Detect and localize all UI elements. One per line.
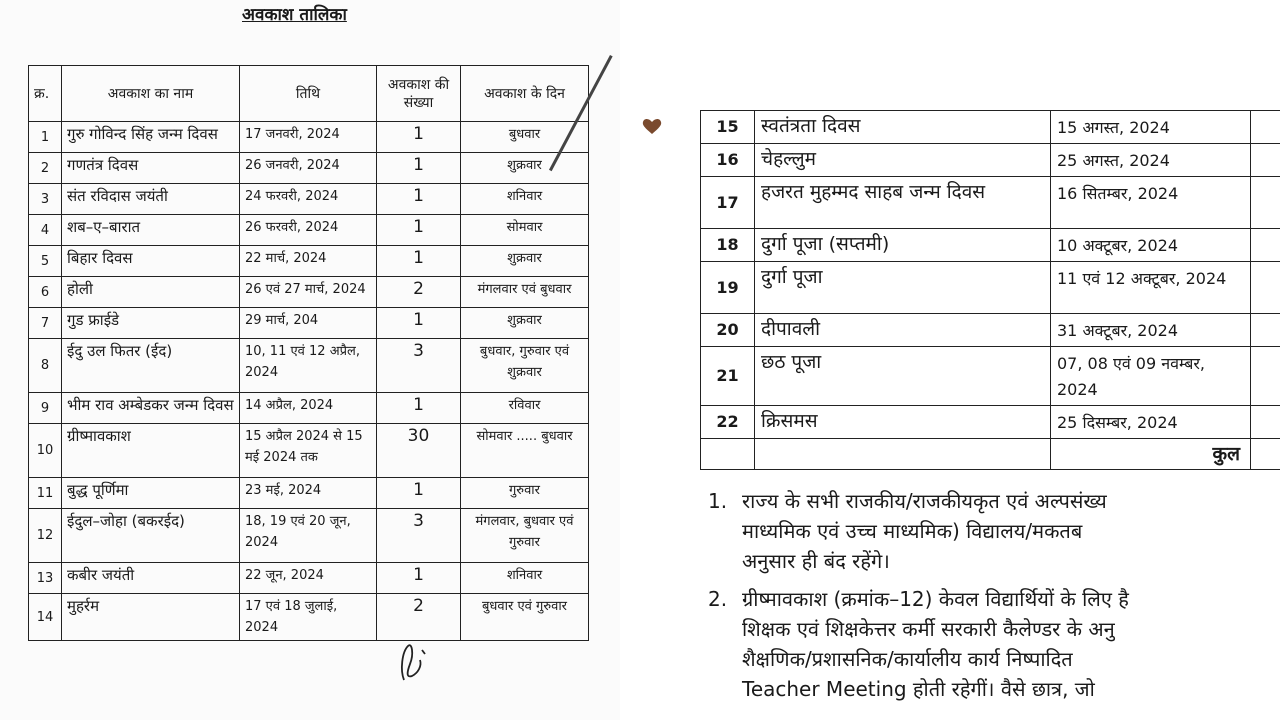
row-days: सोमवार (461, 215, 589, 246)
table-row (29, 246, 589, 277)
row-serial: 16 (701, 144, 755, 177)
total-empty-cell (755, 439, 1051, 470)
total-row (701, 439, 1280, 470)
left-document-page (0, 0, 620, 720)
table-row (701, 347, 1280, 406)
row-extra-cell (1251, 111, 1280, 144)
table-row (29, 215, 589, 246)
row-date: 18, 19 एवं 20 जून, 2024 (240, 509, 377, 563)
holiday-table-right (700, 110, 1280, 470)
row-holiday-name: स्वतंत्रता दिवस (755, 111, 1051, 144)
row-holiday-name: शब–ए–बारात (62, 215, 240, 246)
header-date: तिथि (240, 66, 377, 122)
document-title: अवकाश तालिका (242, 5, 347, 25)
table-row (29, 393, 589, 424)
table-row (29, 153, 589, 184)
header-holiday-name: अवकाश का नाम (62, 66, 240, 122)
header-holiday-days: अवकाश के दिन (461, 66, 589, 122)
row-date: 16 सितम्बर, 2024 (1051, 177, 1251, 229)
row-date: 26 जनवरी, 2024 (240, 153, 377, 184)
row-count: 3 (377, 509, 461, 563)
row-holiday-name: कबीर जयंती (62, 563, 240, 594)
row-serial: 21 (701, 347, 755, 406)
row-holiday-name: दुर्गा पूजा (सप्तमी) (755, 229, 1051, 262)
row-date: 10, 11 एवं 12 अप्रैल, 2024 (240, 339, 377, 393)
note-line: शैक्षणिक/प्रशासनिक/कार्यालीय कार्य निष्पादित (742, 647, 1073, 671)
row-date: 11 एवं 12 अक्टूबर, 2024 (1051, 262, 1251, 314)
row-holiday-name: भीम राव अम्बेडकर जन्म दिवस (62, 393, 240, 424)
row-date: 22 मार्च, 2024 (240, 246, 377, 277)
row-serial: 12 (29, 509, 62, 563)
row-date: 17 जनवरी, 2024 (240, 122, 377, 153)
table-row (701, 314, 1280, 347)
table-row (29, 277, 589, 308)
row-days: सोमवार ..... बुधवार (461, 424, 589, 478)
row-holiday-name: बुद्ध पूर्णिमा (62, 478, 240, 509)
note-number: 2. (708, 587, 728, 611)
row-serial: 19 (701, 262, 755, 314)
row-extra-cell (1251, 314, 1280, 347)
total-empty-cell (701, 439, 755, 470)
row-serial: 5 (29, 246, 62, 277)
note-line: शिक्षक एवं शिक्षकेत्तर कर्मी सरकारी कैलेण्डर के अनु (742, 617, 1115, 641)
row-serial: 13 (29, 563, 62, 594)
row-serial: 6 (29, 277, 62, 308)
row-extra-cell (1251, 406, 1280, 439)
table-row (701, 262, 1280, 314)
row-date: 29 मार्च, 204 (240, 308, 377, 339)
row-date: 17 एवं 18 जुलाई, 2024 (240, 594, 377, 641)
note-line: Teacher Meeting होती रहेगीं। वैसे छात्र, जो (742, 677, 1095, 701)
row-date: 15 अगस्त, 2024 (1051, 111, 1251, 144)
row-holiday-name: दीपावली (755, 314, 1051, 347)
row-serial: 10 (29, 424, 62, 478)
total-value-cell (1251, 439, 1280, 470)
row-holiday-name: गुरु गोविन्द सिंह जन्म दिवस (62, 122, 240, 153)
table-row (29, 478, 589, 509)
table-row (701, 177, 1280, 229)
table-row (29, 424, 589, 478)
row-count: 1 (377, 563, 461, 594)
row-days: शनिवार (461, 563, 589, 594)
row-holiday-name: गणतंत्र दिवस (62, 153, 240, 184)
row-holiday-name: ग्रीष्मावकाश (62, 424, 240, 478)
row-serial: 4 (29, 215, 62, 246)
row-serial: 15 (701, 111, 755, 144)
row-holiday-name: संत रविदास जयंती (62, 184, 240, 215)
row-date: 22 जून, 2024 (240, 563, 377, 594)
row-count: 1 (377, 308, 461, 339)
row-count: 1 (377, 184, 461, 215)
row-serial: 3 (29, 184, 62, 215)
row-days: शुक्रवार (461, 246, 589, 277)
total-label: कुल (1051, 439, 1251, 470)
row-serial: 14 (29, 594, 62, 641)
row-date: 15 अप्रैल 2024 से 15 मई 2024 तक (240, 424, 377, 478)
row-serial: 20 (701, 314, 755, 347)
row-date: 23 मई, 2024 (240, 478, 377, 509)
row-days: बुधवार (461, 122, 589, 153)
table-row (701, 111, 1280, 144)
row-days: शुक्रवार (461, 153, 589, 184)
row-date: 07, 08 एवं 09 नवम्बर, 2024 (1051, 347, 1251, 406)
header-holiday-count: अवकाश की संख्या (377, 66, 461, 122)
note-line: राज्य के सभी राजकीय/राजकीयकृत एवं अल्पसंख्य (742, 489, 1107, 513)
row-days: रविवार (461, 393, 589, 424)
row-holiday-name: हजरत मुहम्मद साहब जन्म दिवस (755, 177, 1051, 229)
signature-mark (398, 640, 432, 684)
heart-icon (641, 117, 663, 135)
holiday-table-left (28, 65, 589, 641)
table-header-row (29, 66, 589, 122)
row-holiday-name: मुहर्रम (62, 594, 240, 641)
note-item (706, 486, 1280, 576)
row-serial: 2 (29, 153, 62, 184)
row-holiday-name: चेहल्लुम (755, 144, 1051, 177)
row-count: 1 (377, 478, 461, 509)
table-row (29, 594, 589, 641)
row-count: 2 (377, 594, 461, 641)
table-row (29, 122, 589, 153)
note-line: अनुसार ही बंद रहेंगे। (742, 549, 890, 573)
row-extra-cell (1251, 262, 1280, 314)
row-days: शुक्रवार (461, 308, 589, 339)
row-count: 1 (377, 215, 461, 246)
table-row (701, 144, 1280, 177)
row-serial: 18 (701, 229, 755, 262)
row-days: शनिवार (461, 184, 589, 215)
row-serial: 11 (29, 478, 62, 509)
row-serial: 1 (29, 122, 62, 153)
row-days: मंगलवार एवं बुधवार (461, 277, 589, 308)
row-count: 1 (377, 393, 461, 424)
row-count: 3 (377, 339, 461, 393)
note-line: ग्रीष्मावकाश (क्रमांक–12) केवल विद्यार्थियों के लिए है (742, 587, 1129, 611)
row-date: 10 अक्टूबर, 2024 (1051, 229, 1251, 262)
row-extra-cell (1251, 177, 1280, 229)
row-date: 14 अप्रैल, 2024 (240, 393, 377, 424)
row-count: 1 (377, 122, 461, 153)
row-count: 30 (377, 424, 461, 478)
row-count: 1 (377, 246, 461, 277)
table-row (701, 229, 1280, 262)
row-serial: 7 (29, 308, 62, 339)
row-days: बुधवार एवं गुरुवार (461, 594, 589, 641)
row-holiday-name: ईदुल–जोहा (बकरईद) (62, 509, 240, 563)
row-date: 25 अगस्त, 2024 (1051, 144, 1251, 177)
table-row (29, 509, 589, 563)
row-serial: 22 (701, 406, 755, 439)
table-row (29, 308, 589, 339)
table-row (29, 563, 589, 594)
note-number: 1. (708, 489, 728, 513)
row-serial: 17 (701, 177, 755, 229)
row-extra-cell (1251, 347, 1280, 406)
table-row (29, 184, 589, 215)
row-date: 31 अक्टूबर, 2024 (1051, 314, 1251, 347)
row-days: बुधवार, गुरुवार एवं शुक्रवार (461, 339, 589, 393)
row-date: 24 फरवरी, 2024 (240, 184, 377, 215)
note-line: माध्यमिक एवं उच्च माध्यमिक) विद्यालय/मकतब (742, 519, 1083, 543)
row-days: गुरुवार (461, 478, 589, 509)
right-document-page (690, 0, 1280, 720)
table-row (701, 406, 1280, 439)
row-count: 1 (377, 153, 461, 184)
header-serial: क्र. (29, 66, 62, 122)
row-date: 26 फरवरी, 2024 (240, 215, 377, 246)
row-count: 2 (377, 277, 461, 308)
row-holiday-name: ईदु उल फितर (ईद) (62, 339, 240, 393)
row-extra-cell (1251, 144, 1280, 177)
note-item (706, 584, 1280, 704)
row-serial: 8 (29, 339, 62, 393)
row-holiday-name: छठ पूजा (755, 347, 1051, 406)
row-holiday-name: गुड फ्राईडे (62, 308, 240, 339)
row-extra-cell (1251, 229, 1280, 262)
table-row (29, 339, 589, 393)
row-date: 25 दिसम्बर, 2024 (1051, 406, 1251, 439)
row-holiday-name: होली (62, 277, 240, 308)
notes-list (706, 486, 1280, 712)
row-days: मंगलवार, बुधवार एवं गुरुवार (461, 509, 589, 563)
row-serial: 9 (29, 393, 62, 424)
row-holiday-name: बिहार दिवस (62, 246, 240, 277)
row-holiday-name: दुर्गा पूजा (755, 262, 1051, 314)
row-date: 26 एवं 27 मार्च, 2024 (240, 277, 377, 308)
row-holiday-name: क्रिसमस (755, 406, 1051, 439)
